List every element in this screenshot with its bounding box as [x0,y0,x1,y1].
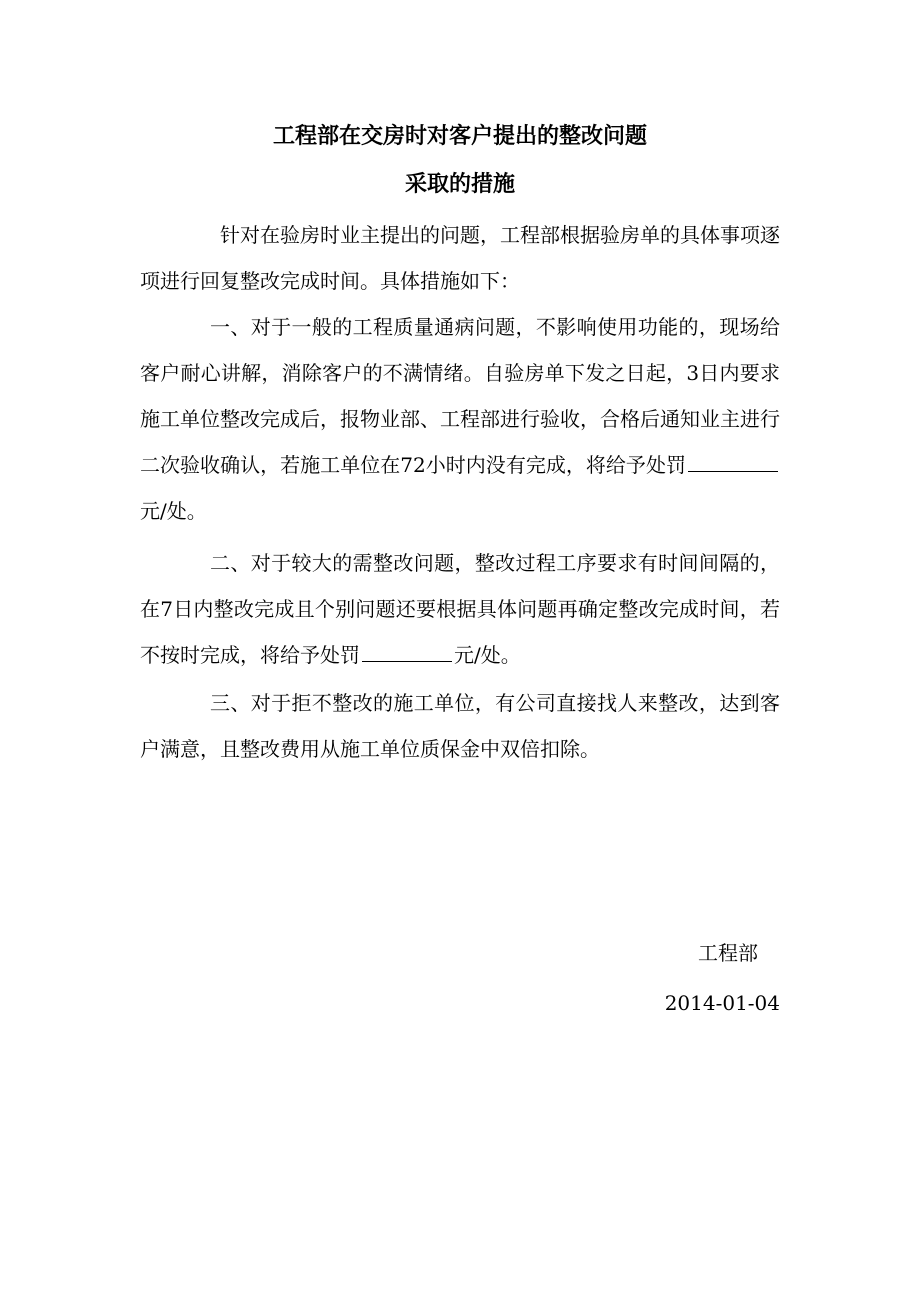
penalty-blank-2 [362,641,452,662]
measure-item-1-suffix: 元/处。 [140,499,207,523]
measure-item-1-text: 一、对于一般的工程质量通病问题，不影响使用功能的，现场给客户耐心讲解，消除客户的不满情绪。自验房单下发之日起，3日内要求施工单位整改完成后，报物业部、工程部进行验收，合格后通知业主进行二次验收确认，若施工单位在72小时内没有完成，将给予处罚 [140,315,780,477]
penalty-blank-1 [688,451,778,472]
measure-item-2 [140,540,780,678]
signature-date: 2014-01-04 [664,991,780,1015]
intro-paragraph: 针对在验房时业主提出的问题，工程部根据验房单的具体事项逐项进行回复整改完成时间。具体措施如下： [140,223,780,293]
signature-department: 工程部 [698,941,758,965]
measure-item-2-text: 二、对于较大的需整改问题，整改过程工序要求有时间间隔的，在7日内整改完成且个别问题还要根据具体问题再确定整改完成时间，若不按时完成，将给予处罚 [140,551,780,667]
measure-item-2-suffix: 元/处。 [454,643,521,667]
document-subtitle: 采取的措施 [404,172,515,197]
measure-item-1 [140,304,780,534]
measure-item-3: 三、对于拒不整改的施工单位，有公司直接找人来整改，达到客户满意，且整改费用从施工单位质保金中双倍扣除。 [140,691,780,761]
document-title: 工程部在交房时对客户提出的整改问题 [272,124,647,149]
